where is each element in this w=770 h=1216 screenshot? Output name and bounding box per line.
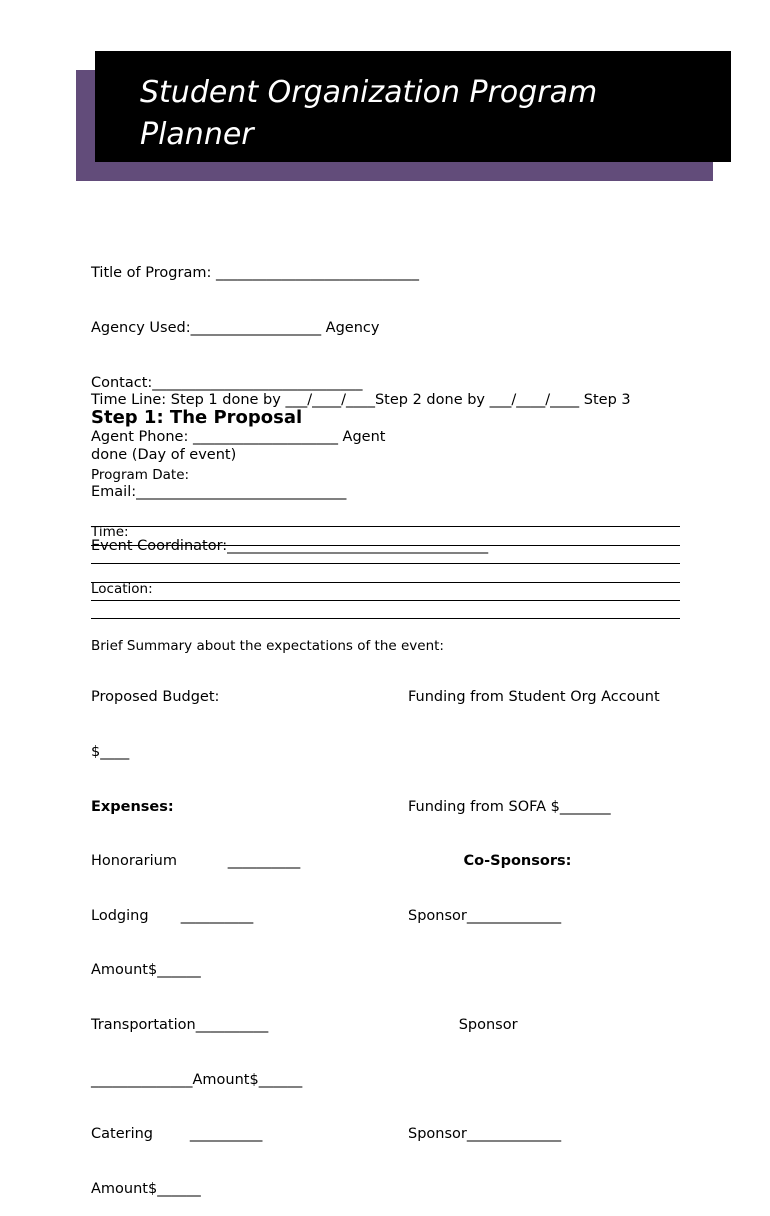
catering-field[interactable]: Catering __________ [91, 1126, 263, 1143]
summary-blank-line[interactable] [91, 509, 680, 527]
time-label: Time: [91, 524, 129, 540]
agency-used-field[interactable]: Agency Used:__________________ Agency [91, 320, 380, 337]
agency-contact-field[interactable]: Contact:_____________________________ [91, 374, 363, 391]
summary-blank-line[interactable] [91, 583, 680, 601]
transportation-field[interactable]: Transportation__________ [91, 1017, 269, 1034]
title-line-2: Planner [140, 117, 254, 152]
funding-spacer [408, 961, 660, 979]
title-line-1: Student Organization Program [140, 75, 598, 110]
lodging-amount-field[interactable]: Amount$______ [91, 962, 201, 979]
transportation-amount-field[interactable]: ______________Amount$______ [91, 1071, 303, 1088]
sofa-funding-field[interactable]: Funding from SOFA $_______ [408, 798, 611, 815]
summary-blank-line[interactable] [91, 564, 680, 582]
budget-expenses-column [91, 652, 302, 1216]
title-of-program-field[interactable]: Title of Program: ____________________________ [91, 265, 419, 282]
co-sponsors-heading: Co-Sponsors: [408, 853, 572, 870]
summary-blank-line[interactable] [91, 546, 680, 564]
step1-heading: Step 1: The Proposal [91, 407, 303, 428]
expenses-heading: Expenses: [91, 798, 174, 815]
summary-blank-line[interactable] [91, 527, 680, 545]
timeline-line-1[interactable]: Time Line: Step 1 done by ___/____/____Step 2 done by ___/____/____ Step 3 [91, 392, 631, 409]
summary-blank-line[interactable] [91, 601, 680, 619]
agent-email-field[interactable]: Email:_____________________________ [91, 483, 347, 500]
proposed-budget-amount-field[interactable]: $____ [91, 744, 130, 761]
sponsor-field-2[interactable]: Sponsor [408, 1017, 518, 1034]
student-org-account-funding: Funding from Student Org Account [408, 689, 660, 706]
program-date-label: Program Date: [91, 467, 190, 483]
proposed-budget-label: Proposed Budget: [91, 689, 220, 706]
event-coordinator-field[interactable]: Event Coordinator:____________________________________ [91, 538, 489, 555]
sponsor-field-1[interactable]: Sponsor_____________ [408, 907, 562, 924]
timeline-line-2: done (Day of event) [91, 447, 237, 464]
summary-writing-lines[interactable] [91, 509, 680, 619]
page-title [140, 72, 700, 156]
agent-phone-field[interactable]: Agent Phone: ____________________ Agent [91, 429, 386, 446]
sponsor-field-3[interactable]: Sponsor_____________ [408, 1126, 562, 1143]
lodging-field[interactable]: Lodging __________ [91, 907, 254, 924]
location-label: Location: [91, 581, 153, 597]
summary-label: Brief Summary about the expectations of the event: [91, 638, 444, 654]
funding-column [408, 652, 660, 1162]
funding-spacer [408, 743, 660, 761]
funding-spacer [408, 1071, 660, 1089]
honorarium-field[interactable]: Honorarium __________ [91, 853, 301, 870]
catering-amount-field[interactable]: Amount$______ [91, 1180, 201, 1197]
